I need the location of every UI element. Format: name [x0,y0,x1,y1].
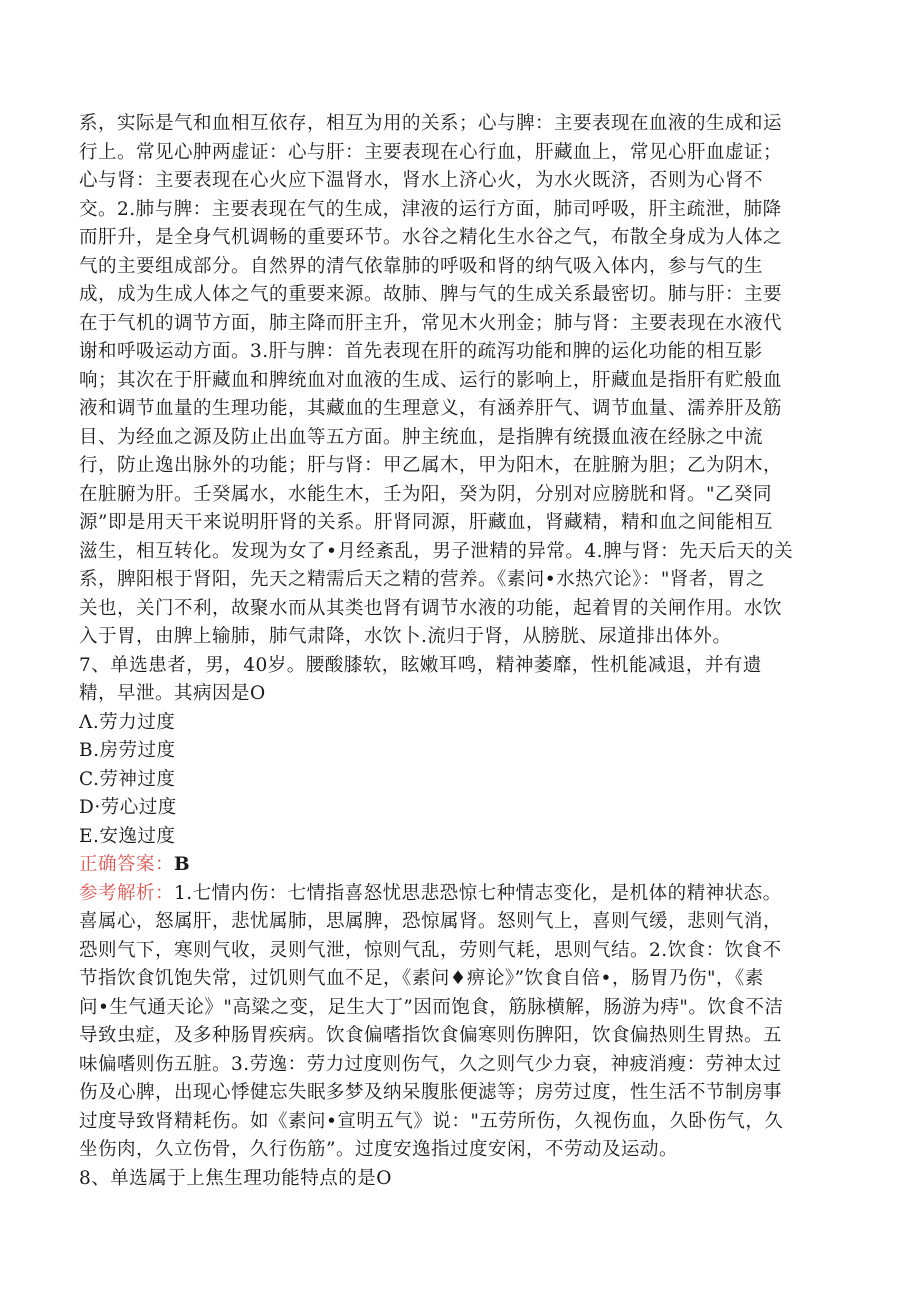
text-line: 源”即是用天干来说明肝肾的关系。肝肾同源，肝藏血，肾藏精，精和血之间能相互 [79,512,773,533]
answer-label: 正确答案： [79,854,175,875]
text-line: 行，防止逸出脉外的功能；肝与肾：甲乙属木，甲为阳木，在脏腑为胆；乙为阴木， [79,455,783,476]
analysis-line: 坐伤肉，久立伤骨，久行伤筋”。过度安逸指过度安闲，不劳动及运动。 [79,1139,678,1160]
question-7 [79,652,839,1165]
analysis-line: 问•生气通天论》"高粱之变，足生大丁”因而饱食，筋脉横解，肠游为痔"。饮食不洁 [79,996,784,1018]
text-line: 在脏腑为肝。壬癸属水，水能生木，壬为阳，癸为阴，分别对应膀胱和肾。"乙癸同 [79,483,773,505]
document-page [79,110,839,1193]
option-d: D·劳心过度 [79,797,177,818]
text-line: 而肝升，是全身气机调畅的重要环节。水谷之精化生水谷之气，布散全身成为人体之 [79,227,783,248]
text-line: 液和调节血量的生理功能，其藏血的生理意义，有涵养肝气、调节血量、濡养肝及筋 [79,398,783,419]
text-line: 目、为经血之源及防止出血等五方面。肿主统血，是指脾有统摄血液在经脉之中流 [79,426,764,448]
text-line: 成，成为生成人体之气的重要来源。故肺、脾与气的生成关系最密切。肺与肝：主要 [79,284,783,305]
answer-line [79,851,839,880]
analysis-line: 过度导致肾精耗伤。如《素问•宣明五气》说："五劳所伤，久视伤血，久卧伤气，久 [79,1110,784,1132]
analysis-text: 1.七情内伤：七情指喜怒忧思悲恐惊七种情志变化，是机体的精神状态。 [174,882,782,904]
analysis-line: 喜属心，怒属肝，悲忧属肺，思属脾，恐惊属肾。怒则气上，喜则气缓，悲则气消， [79,911,783,932]
analysis-line: 味偏嗜则伤五脏。3.劳逸：劳力过度则伤气，久之则气少力衰，神疲消瘦：劳神太过 [79,1053,782,1075]
analysis-line [79,880,839,909]
answer-value: B [174,854,191,875]
text-line: 谢和呼吸运动方面。3.肝与脾：首先表现在肝的疏泻功能和脾的运化功能的相互影 [79,341,763,362]
question-stem-line: 精，早泄。其病因是O [79,683,266,704]
analysis-line: 恐则气下，寒则气收，灵则气泄，惊则气乱，劳则气耗，思则气结。2.饮食：饮食不 [79,939,782,961]
question-stem-line: 8、单选属于上焦生理功能特点的是O [79,1167,392,1189]
analysis-label: 参考解析： [79,882,175,904]
option-a: Λ.劳力过度 [79,711,176,733]
question-8 [79,1165,839,1194]
option-b: B.房劳过度 [79,740,176,761]
text-line: 心与肾：主要表现在心火应下温肾水，肾水上济心火，为水火既济，否则为心肾不 [79,170,764,191]
text-line: 交。2.肺与脾：主要表现在气的生成，津液的运行方面，肺司呼吸，肝主疏泄，肺降 [79,198,782,220]
text-line: 滋生，相互转化。发现为女了•月经紊乱，男子泄精的异常。4.脾与肾：先天后天的关 [79,540,794,562]
text-line: 在于气机的调节方面，肺主降而肝主升，常见木火刑金；肺与肾：主要表现在水液代 [79,312,783,334]
option-c: C.劳神过度 [79,768,176,790]
text-line: 气的主要组成部分。自然界的清气依靠肺的呼吸和肾的纳气吸入体内，参与气的生 [79,255,764,277]
text-line: 关也，关门不利，故聚水而从其类也肾有调节水液的功能，起着胃的关闸作用。水饮 [79,597,783,619]
analysis-line: 导致虫症，及多种肠胃疾病。饮食偏嗜指饮食偏寒则伤脾阳，饮食偏热则生胃热。五 [79,1025,783,1046]
question-stem-line: 7、单选患者，男，40岁。腰酸膝软，眩嫩耳鸣，精神萎靡，性机能减退，并有遗 [79,654,762,676]
option-e: E.安逸过度 [79,825,176,847]
text-line: 行上。常见心肿两虚证：心与肝：主要表现在心行血，肝藏血上，常见心肝血虚证； [79,141,783,163]
text-line: 系，脾阳根于肾阳，先天之精需后天之精的营养。《素问•水热穴论》："肾者，胃之 [79,569,765,590]
text-line: 响；其次在于肝藏血和脾统血对血液的生成、运行的影响上，肝藏血是指肝有贮般血 [79,369,783,391]
continuation-paragraph [79,110,839,652]
text-line: 入于胃，由脾上输肺，肺气肃降，水饮卜.流归于肾，从膀胱、尿道排出体外。 [79,626,732,647]
text-line: 系，实际是气和血相互依存，相互为用的关系；心与脾：主要表现在血液的生成和运 [79,113,783,134]
analysis-line: 节指饮食饥饱失常，过饥则气血不足，《素问♦痹论》”饮食自倍•，肠胃乃伤"，《素 [79,968,764,989]
analysis-line: 伤及心脾，出现心悸健忘失眠多梦及纳呆腹胀便滤等；房劳过度，性生活不节制房事 [79,1082,783,1103]
